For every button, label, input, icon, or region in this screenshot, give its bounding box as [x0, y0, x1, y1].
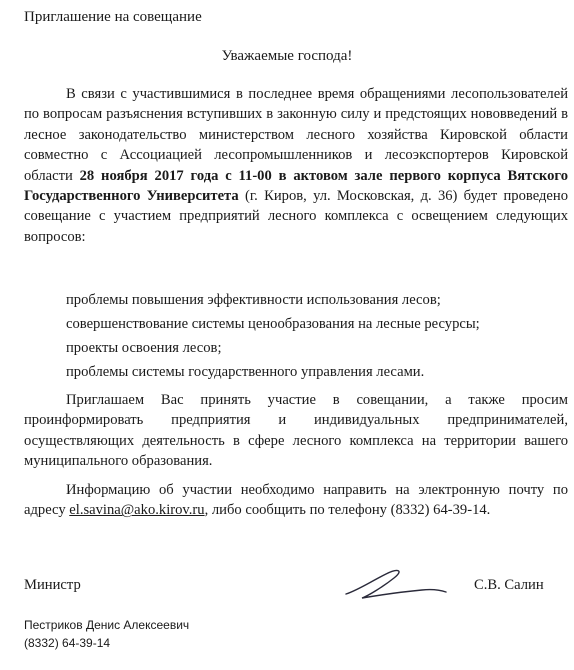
intro-tail-text: (г. Киров, ул. Московская, д. 36) будет проведено совещание с участием предприятий лесного комплекса с освещением следующих вопросов:: [24, 188, 568, 245]
signatory-name: С.В. Салин: [474, 577, 544, 593]
topic-item: совершенствование системы ценообразования на лесные ресурсы;: [66, 316, 480, 332]
meeting-date-location: 28 ноября 2017 года с 11-00 в актовом зале первого корпуса Вятского Государственного Университета: [24, 167, 568, 205]
contact-lead-text: Информацию об участии необходимо направить на электронную почту по адресу: [24, 482, 568, 519]
topic-item: проблемы системы государственного управления лесами.: [66, 364, 425, 380]
intro-paragraph: [24, 84, 568, 247]
invite-text: Приглашаем Вас принять участие в совещании, а также просим проинформировать предприятия и индивидуальных предпринимателей, осуществляющих деятельность в сфере лесного комплекса на территории вашего муниципального образования.: [24, 392, 568, 470]
letter-subject: Приглашение на совещание: [24, 9, 202, 25]
signatory-position: Министр: [24, 577, 81, 593]
executor-phone: (8332) 64-39-14: [24, 636, 111, 650]
topics-list: [66, 288, 480, 384]
executor-block: [24, 616, 189, 652]
topic-item: проекты освоения лесов;: [66, 340, 222, 356]
invite-paragraph: [24, 390, 568, 472]
letter-greeting: Уважаемые господа!: [221, 48, 353, 64]
executor-name: Пестриков Денис Алексеевич: [24, 618, 190, 632]
contact-paragraph: [24, 480, 568, 521]
contact-tail-text: , либо сообщить по телефону (8332) 64-39-14.: [204, 502, 491, 519]
intro-lead-text: В связи с участившимися в последнее время обращениями лесопользователей по вопросам разъяснения вступивших в законную силу и предстоящих нововведений в лесное законодательство министерством лесного хозяйства Кировской области совместно с Ассоциацией лесопромышленников и лесоэкспортеров Кировской области: [24, 86, 568, 184]
email-link[interactable]: el.savina@ako.kirov.ru: [69, 502, 205, 519]
handwritten-signature: [340, 560, 450, 606]
topic-item: проблемы повышения эффективности использования лесов;: [66, 292, 441, 308]
